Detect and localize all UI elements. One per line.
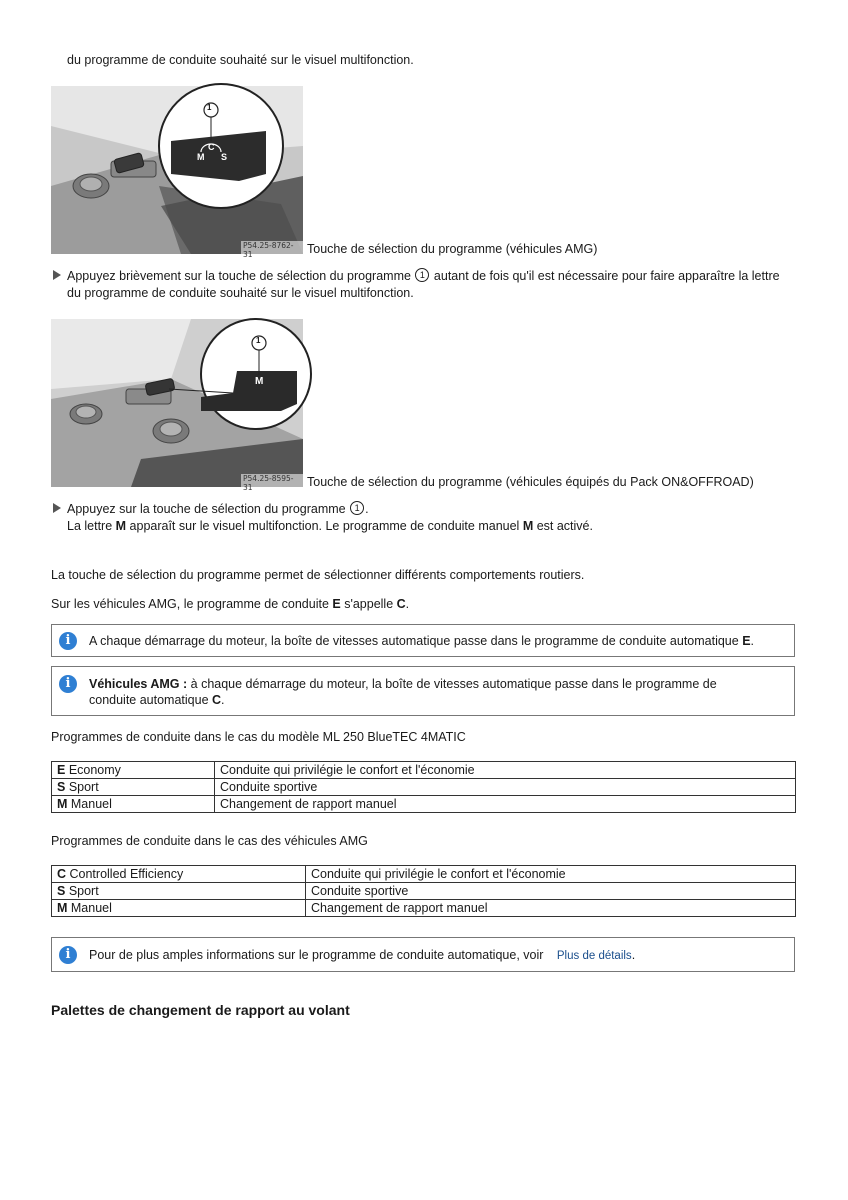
table-cell-program: M Manuel	[52, 796, 215, 813]
section-heading: Palettes de changement de rapport au volant	[51, 1002, 350, 1018]
table-cell-description: Conduite sportive	[215, 779, 796, 796]
bullet-arrow-icon	[53, 270, 61, 280]
intro-line: du programme de conduite souhaité sur le visuel multifonction.	[67, 53, 414, 67]
table-cell-program: S Sport	[52, 779, 215, 796]
table-cell-program: S Sport	[52, 883, 306, 900]
info-box-text: Pour de plus amples informations sur le programme de conduite automatique, voir Plus de détails.	[89, 948, 636, 962]
figure-offroad-program-button	[51, 319, 303, 492]
info-icon: i	[59, 946, 77, 964]
paragraph-amg-naming: Sur les véhicules AMG, le programme de conduite E s'appelle C.	[51, 597, 410, 611]
figure-amg-program-button	[51, 86, 303, 259]
info-box-text: Véhicules AMG : à chaque démarrage du moteur, la boîte de vitesses automatique passe dans le programme de conduite automatique C.	[89, 677, 717, 707]
step2-line2: La lettre M apparaît sur le visuel multifonction. Le programme de conduite manuel M est activé.	[67, 519, 593, 533]
step1-line2: du programme de conduite souhaité sur le visuel multifonction.	[67, 286, 414, 300]
table-cell-description: Conduite sportive	[306, 883, 796, 900]
figure2-callout-number: 1	[256, 336, 261, 345]
figure1-caption: Touche de sélection du programme (véhicules AMG)	[307, 242, 598, 256]
table-cell-program: E Economy	[52, 762, 215, 779]
table1-caption: Programmes de conduite dans le cas du modèle ML 250 BlueTEC 4MATIC	[51, 730, 466, 744]
table-cell-description: Changement de rapport manuel	[306, 900, 796, 917]
info-icon: i	[59, 675, 77, 693]
drive-programs-table-ml250	[51, 761, 796, 813]
table-row	[52, 762, 796, 779]
figure1-callout-number: 1	[207, 103, 212, 112]
table-cell-description: Conduite qui privilégie le confort et l'économie	[220, 763, 475, 777]
step2-line1: Appuyez sur la touche de sélection du programme 1 .	[67, 502, 369, 516]
figure1-letter-m: M	[197, 152, 205, 162]
figure2-caption: Touche de sélection du programme (véhicules équipés du Pack ON&OFFROAD)	[307, 475, 754, 489]
info-box-text: A chaque démarrage du moteur, la boîte de vitesses automatique passe dans le programme de conduite automatique E.	[89, 634, 755, 648]
info-box-amg-startup	[51, 666, 795, 716]
table-cell-description: Conduite qui privilégie le confort et l'économie	[311, 867, 566, 881]
table-cell-program: C Controlled Efficiency	[52, 866, 306, 883]
figure1-letter-s: S	[221, 152, 228, 162]
callout-1-icon: 1	[350, 501, 364, 515]
info-box-startup-e	[51, 624, 795, 657]
table-cell-description: Changement de rapport manuel	[215, 796, 796, 813]
table-row	[52, 779, 796, 796]
paragraph-program-selector: La touche de sélection du programme permet de sélectionner différents comportements routiers.	[51, 568, 585, 582]
info-icon: i	[59, 632, 77, 650]
figure1-code: P54.25-8762-31	[241, 241, 303, 259]
figure2-letter-m: M	[255, 376, 264, 387]
console-illustration	[51, 319, 303, 487]
figure1-letter-c: C	[208, 142, 215, 152]
drive-programs-table-amg	[51, 865, 796, 917]
step1-line1: Appuyez brièvement sur la touche de sélection du programme 1 autant de fois qu'il est nécessaire pour faire apparaître la lettre	[67, 269, 780, 283]
table-row	[52, 883, 796, 900]
table-row	[52, 796, 796, 813]
callout-1-icon: 1	[415, 268, 429, 282]
console-illustration	[51, 86, 303, 254]
figure2-code: P54.25-8595-31	[241, 474, 303, 492]
table-row	[52, 900, 796, 917]
table-cell-program: M Manuel	[52, 900, 306, 917]
more-details-link[interactable]: Plus de détails	[556, 950, 632, 962]
table2-caption: Programmes de conduite dans le cas des véhicules AMG	[51, 834, 368, 848]
bullet-arrow-icon	[53, 503, 61, 513]
table-row	[52, 866, 796, 883]
info-box-more-details	[51, 937, 795, 972]
